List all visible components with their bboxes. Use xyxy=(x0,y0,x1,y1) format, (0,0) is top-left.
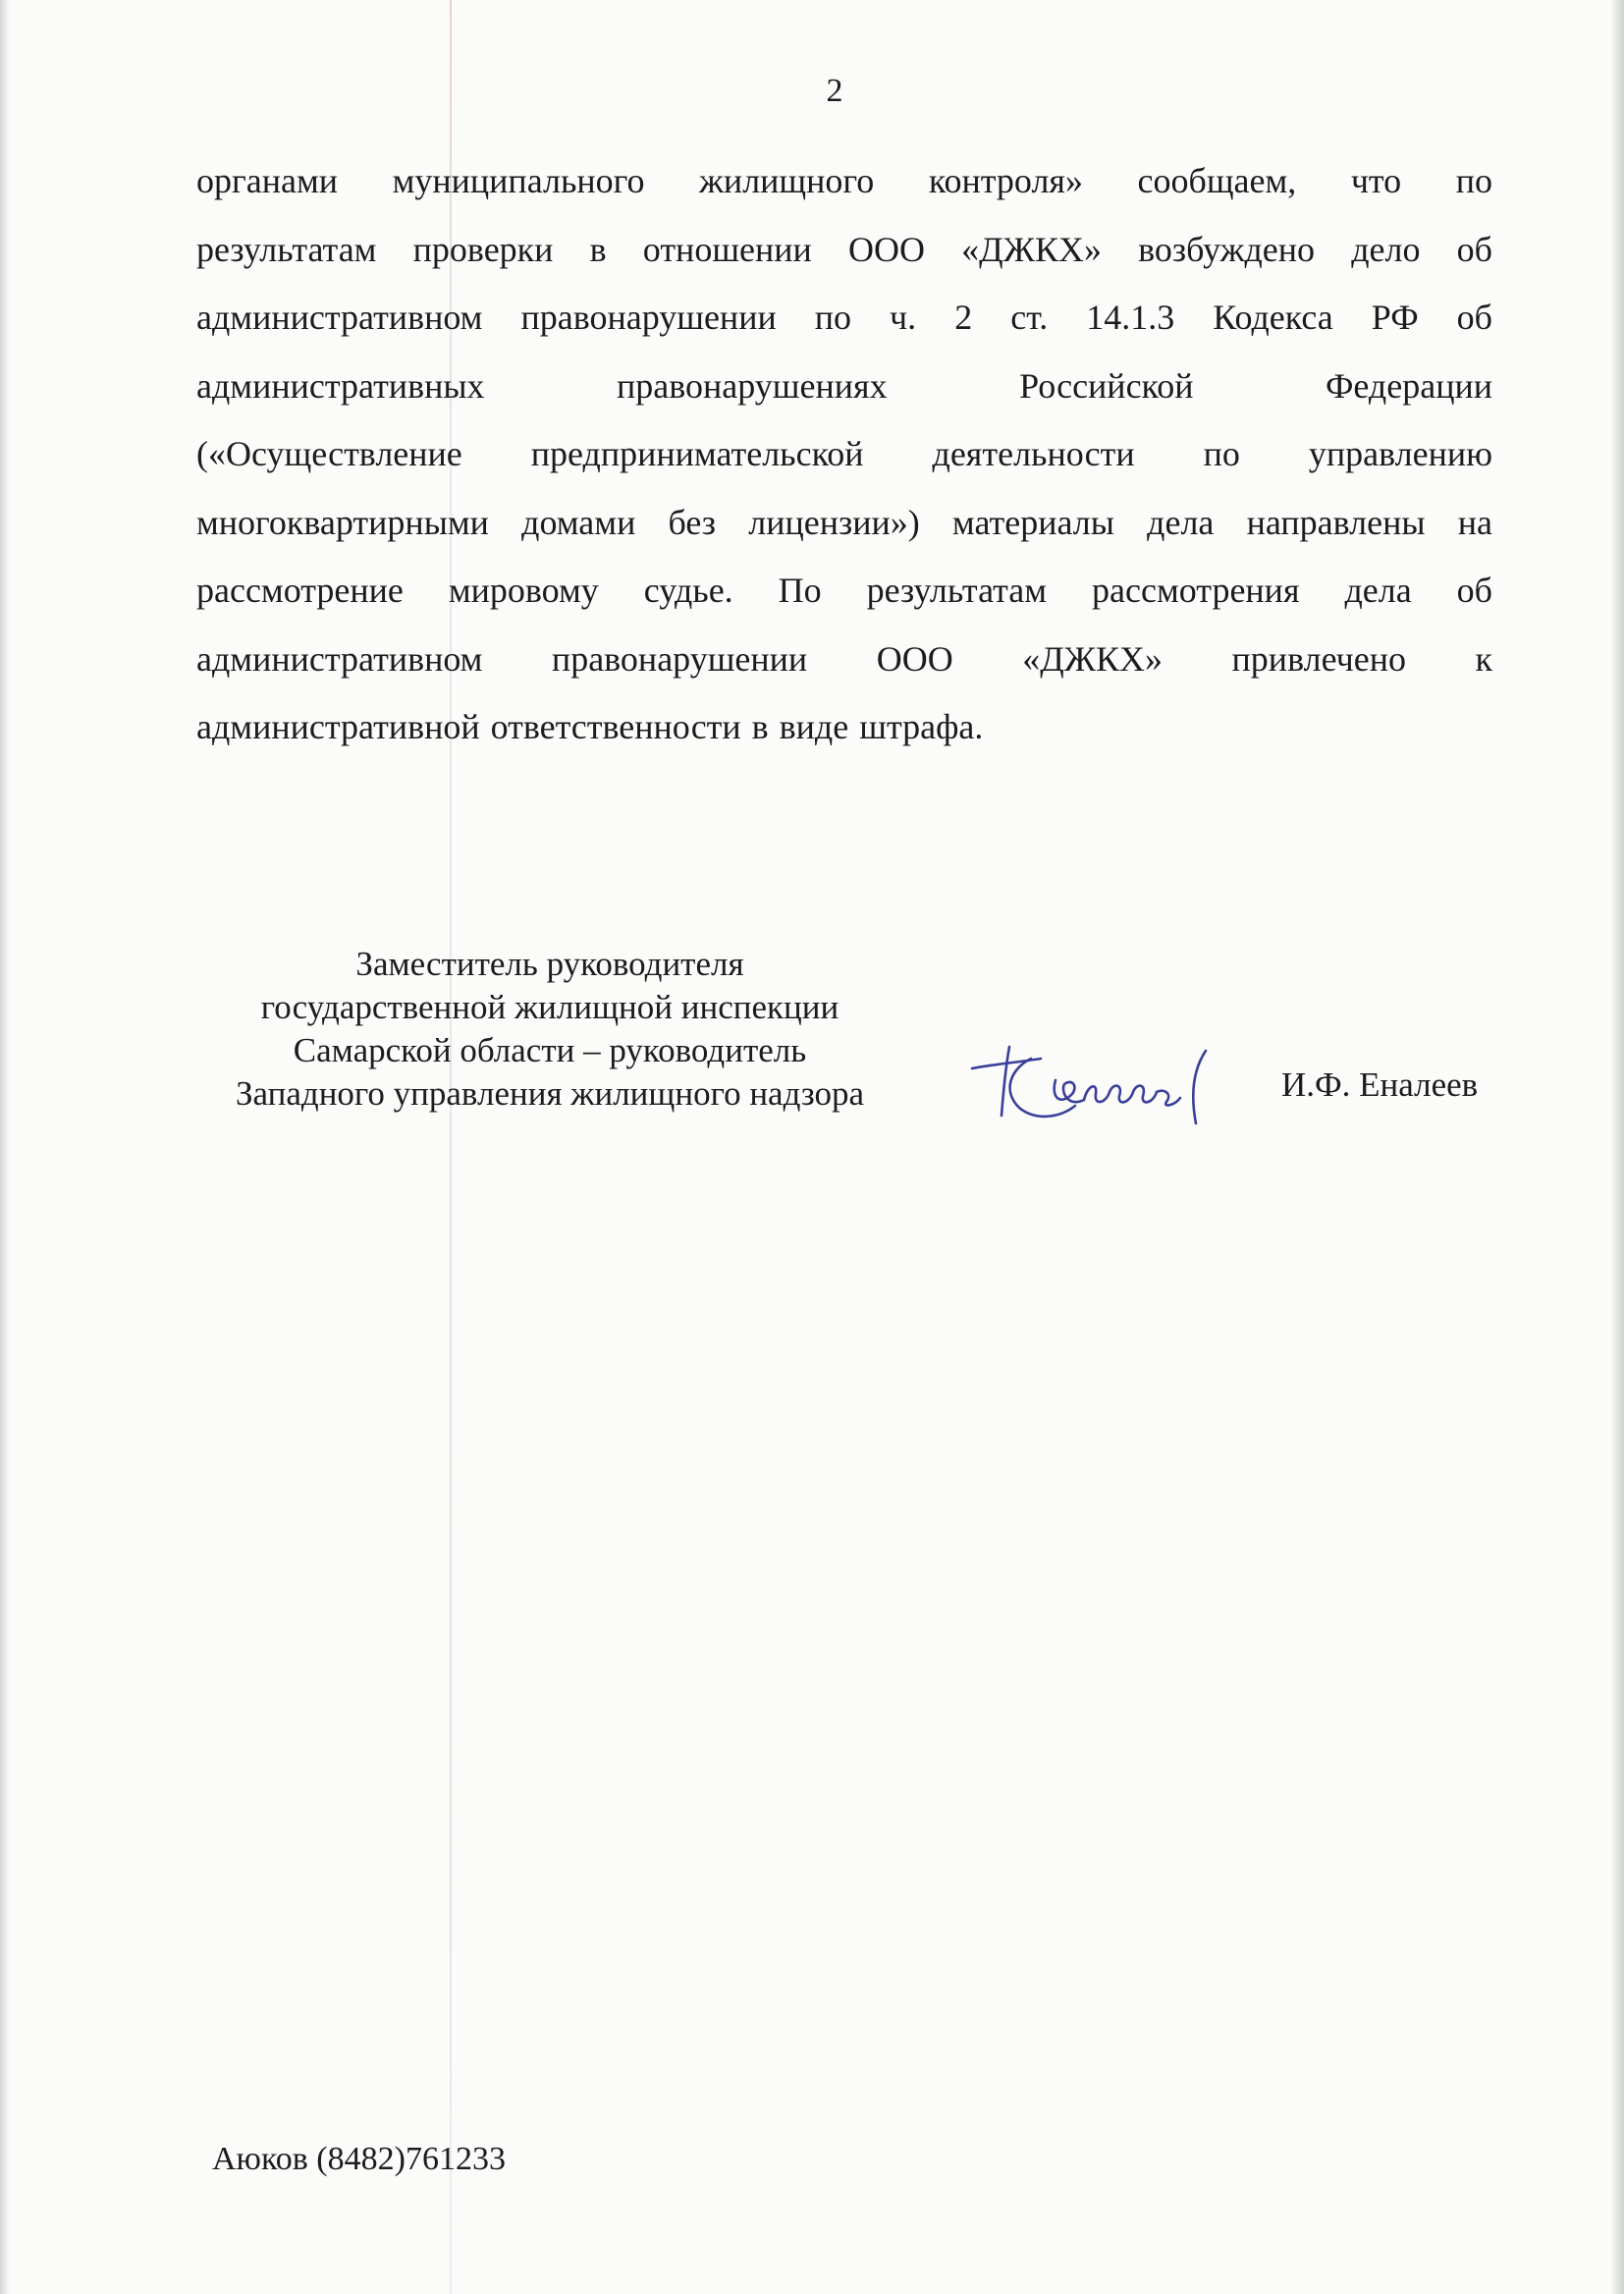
signatory-title-line: Западного управления жилищного надзора xyxy=(236,1074,864,1113)
body-line: («Осуществление предпринимательской деятельности по управлению xyxy=(196,434,1492,473)
letter-body xyxy=(196,147,1492,762)
body-line: административной ответственности в виде штрафа. xyxy=(196,707,984,746)
signatory-title-line: государственной жилищной инспекции xyxy=(260,988,839,1026)
signatory-title-line: Заместитель руководителя xyxy=(355,945,744,983)
signatory-title xyxy=(187,943,913,1116)
body-line: результатам проверки в отношении ООО «ДЖКХ» возбуждено дело об xyxy=(196,229,1492,269)
body-line: органами муниципального жилищного контроля» сообщаем, что по xyxy=(196,161,1492,200)
body-line: административном правонарушении по ч. 2 ст. 14.1.3 Кодекса РФ об xyxy=(196,298,1492,337)
page-number: 2 xyxy=(826,73,843,109)
signer-name: И.Ф. Еналеев xyxy=(1281,1065,1479,1104)
body-line: административном правонарушении ООО «ДЖКХ» привлечено к xyxy=(196,638,1492,679)
scan-edge-right xyxy=(1610,0,1624,2294)
body-line: многоквартирными домами без лицензии») материалы дела направлены на xyxy=(196,502,1492,542)
contact-info: Аюков (8482)761233 xyxy=(212,2141,506,2177)
scan-edge-left xyxy=(0,0,10,2294)
handwritten-signature xyxy=(962,1029,1218,1137)
signatory-title-line: Самарской области – руководитель xyxy=(293,1031,807,1069)
body-line: рассмотрение мировому судье. По результатам рассмотрения дела об xyxy=(196,571,1492,610)
body-line: административных правонарушениях Российской Федерации xyxy=(196,365,1492,406)
